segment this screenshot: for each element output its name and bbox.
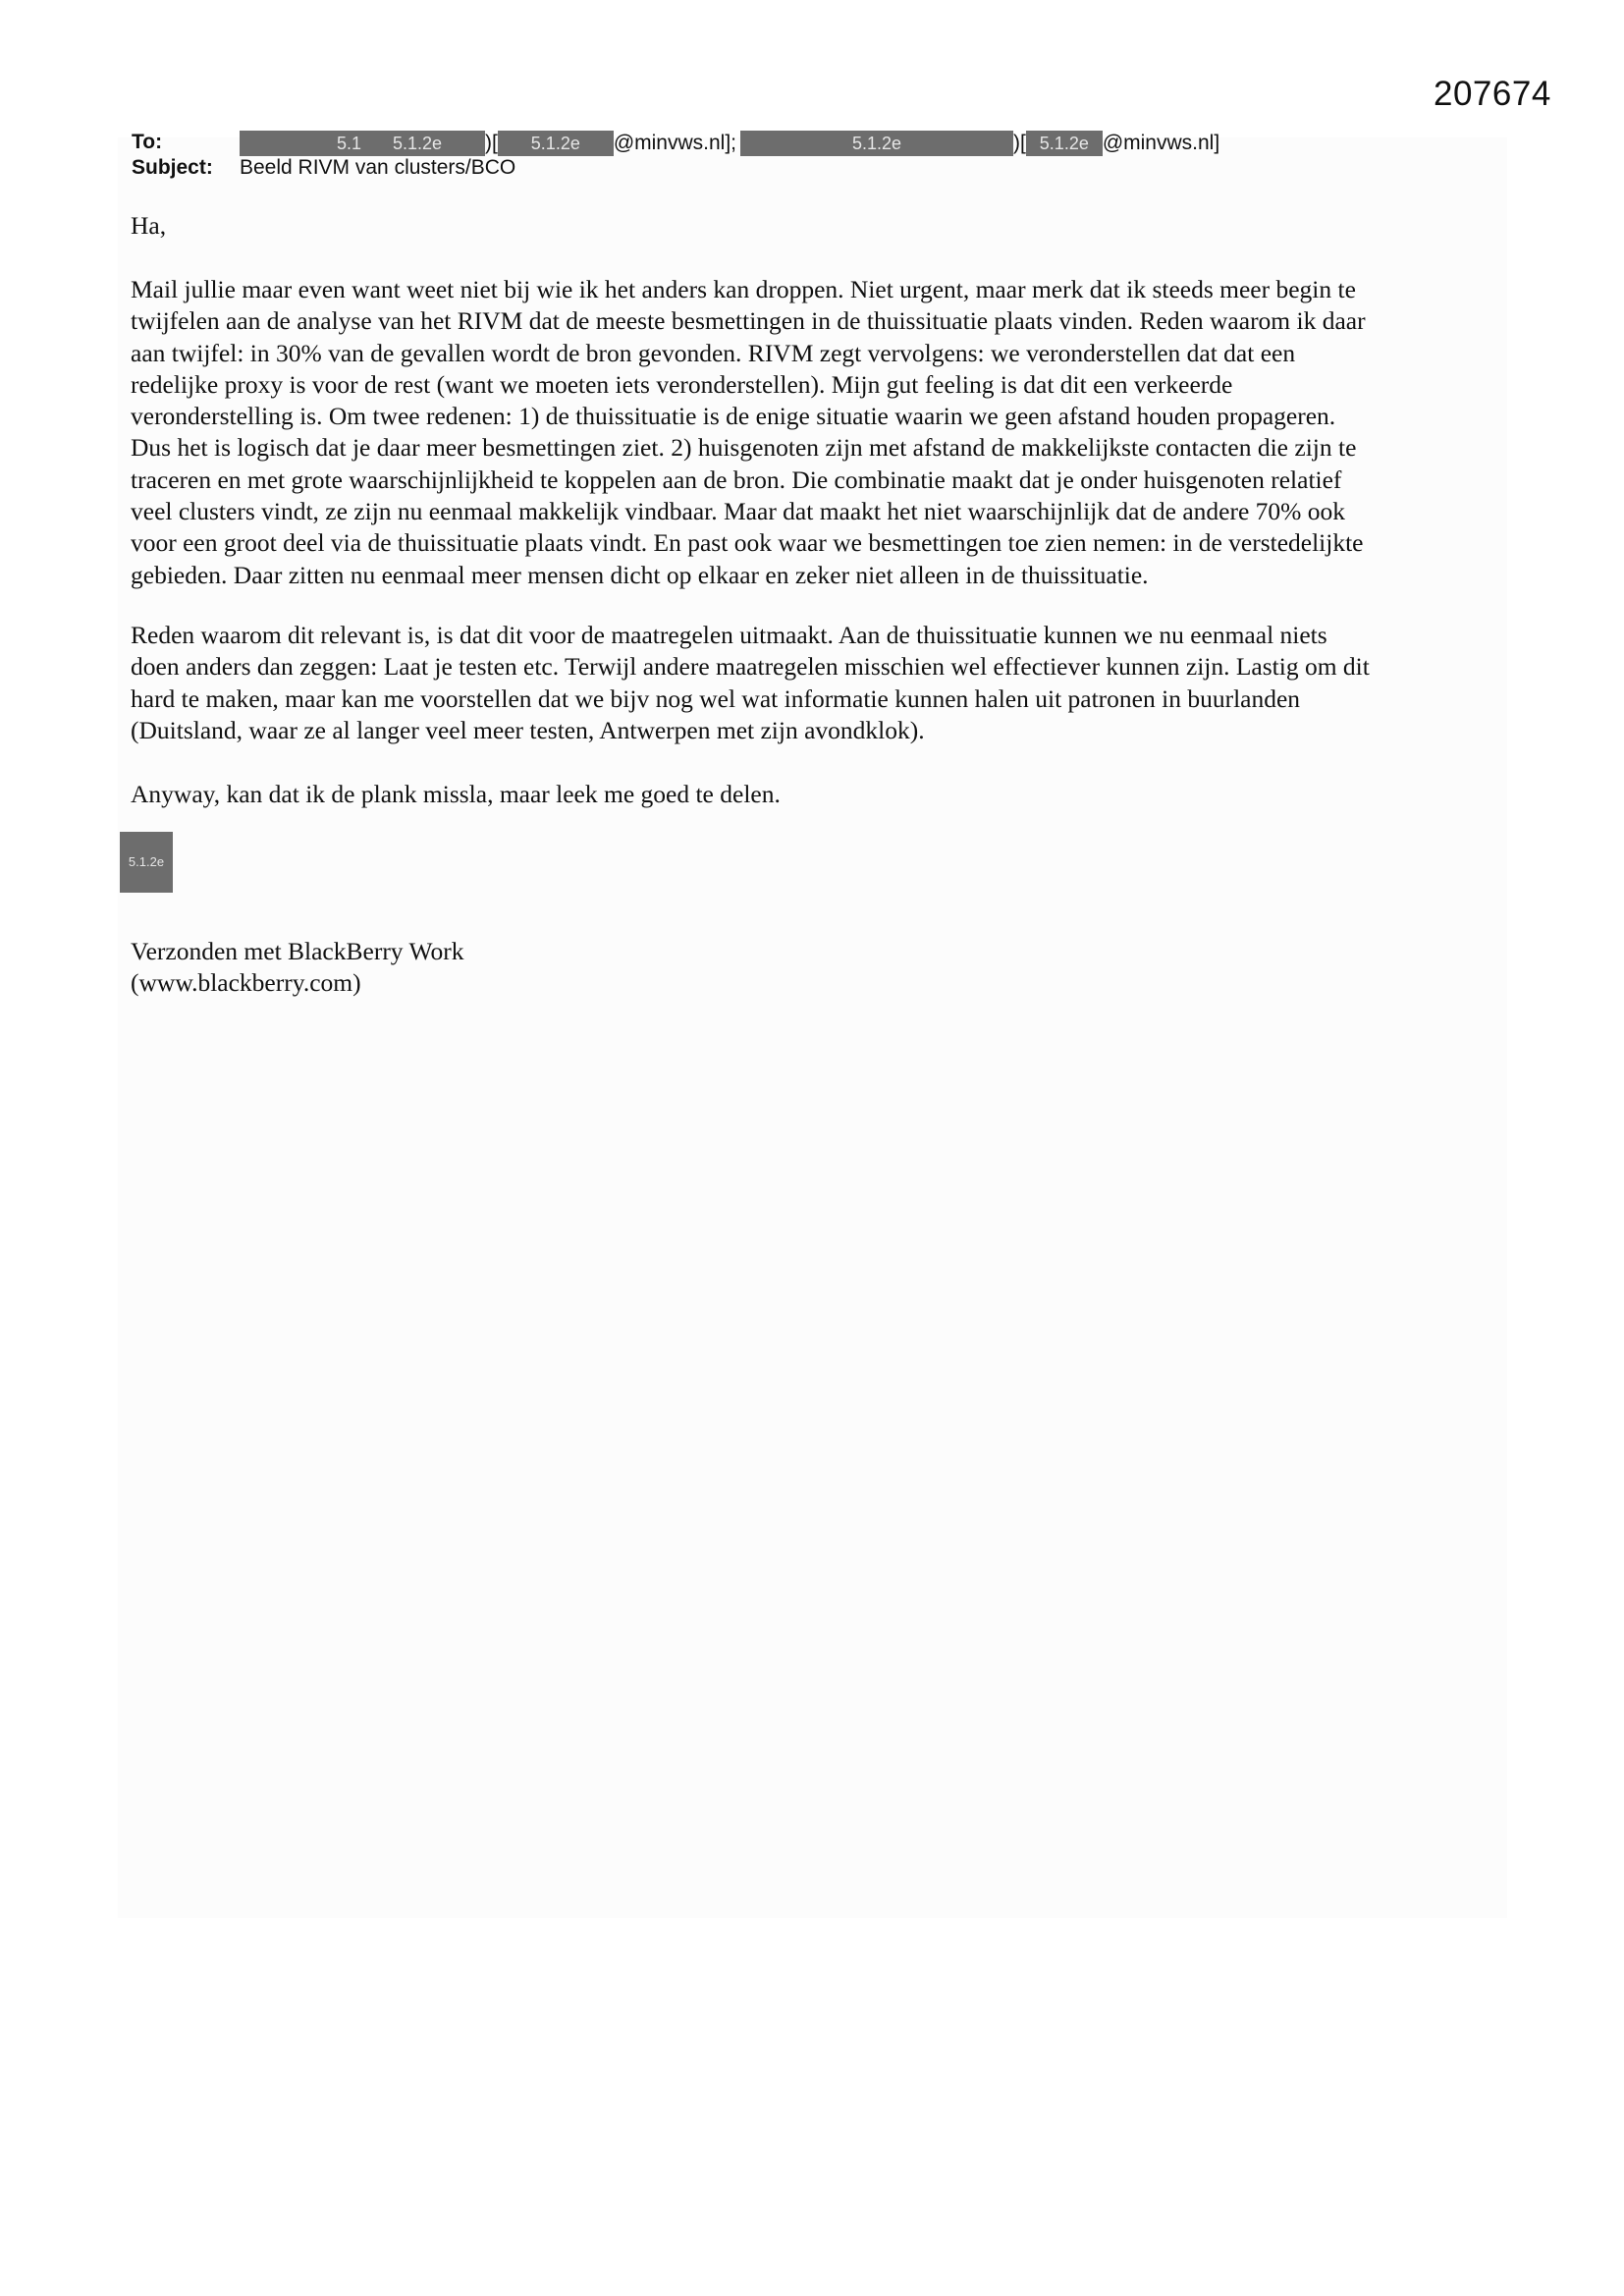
text-line: doen anders dan zeggen: Laat je testen etc. Terwijl andere maatregelen misschien wel effectiever kunnen zijn. Lastig om dit (131, 652, 1370, 682)
text-line: veel clusters vindt, ze zijn nu eenmaal makkelijk vindbaar. Maar dat maakt het niet waarschijnlijk dat de andere 70% ook (131, 497, 1346, 526)
separator: )[ (1013, 132, 1026, 154)
recipients (240, 131, 1219, 156)
to-label: To: (132, 131, 163, 153)
signature (131, 936, 1505, 1000)
signature-link: (www.blackberry.com) (131, 968, 361, 998)
text-line: aan twijfel: in 30% van de gevallen wordt de bron gevonden. RIVM zegt vervolgens: we veronderstellen dat dat een (131, 338, 1296, 367)
text-line: voor een groot deel via de thuissituatie plaats vindt. En past ook waar we besmettingen toe zien nemen: in de verstedelijkte (131, 528, 1364, 558)
recipient-domain: @minvws.nl]; (613, 132, 736, 154)
text-line: veronderstelling is. Om twee redenen: 1) de thuissituatie is de enige situatie waarin we geen afstand houden propageren. (131, 402, 1336, 431)
paragraph-3 (131, 779, 1505, 810)
text-line: Mail jullie maar even want weet niet bij wie ik het anders kan droppen. Niet urgent, maar merk dat ik steeds meer begin te (131, 275, 1356, 303)
redaction-block: 5.1.2e (1026, 131, 1103, 156)
text-line: traceren en met grote waarschijnlijkheid te koppelen aan de bron. Die combinatie maakt dat je onder huisgenoten relatief (131, 465, 1342, 494)
greeting: Ha, (131, 211, 167, 240)
paragraph-2 (131, 620, 1505, 746)
paragraph-1 (131, 274, 1505, 591)
text-line: twijfelen aan de analyse van het RIVM dat de meeste besmettingen in de thuissituatie plaats vinden. Reden waarom ik daar (131, 306, 1366, 336)
text-line: Anyway, kan dat ik de plank missla, maar leek me goed te delen. (131, 780, 781, 808)
redaction-block: 5.1 5.1.2e (240, 131, 485, 156)
redaction-block: 5.1.2e (740, 131, 1013, 156)
text-line: Dus het is logisch dat je daar meer besmettingen ziet. 2) huisgenoten zijn met afstand de makkelijkste contacten die zijn te (131, 433, 1357, 463)
subject-label: Subject: (132, 156, 213, 179)
redaction-block: 5.1.2e (498, 131, 614, 156)
text-line: Reden waarom dit relevant is, is dat dit voor de maatregelen uitmaakt. Aan de thuissituatie kunnen we nu eenmaal niets (131, 621, 1327, 649)
signature-redaction: 5.1.2e (120, 832, 173, 893)
signature-line: Verzonden met BlackBerry Work (131, 937, 464, 965)
subject-value: Beeld RIVM van clusters/BCO (240, 156, 516, 179)
document-number: 207674 (1434, 75, 1551, 113)
recipient-domain: @minvws.nl] (1102, 132, 1220, 154)
text-line: hard te maken, maar kan me voorstellen dat we bijv nog wel wat informatie kunnen halen uit patronen in buurlanden (131, 683, 1301, 713)
text-line: redelijke proxy is voor de rest (want we moeten iets veronderstellen). Mijn gut feeling is dat dit een verkeerde (131, 369, 1233, 399)
text-line: gebieden. Daar zitten nu eenmaal meer mensen dicht op elkaar en zeker niet alleen in de thuissituatie. (131, 560, 1149, 589)
separator: )[ (485, 132, 498, 154)
text-line: (Duitsland, waar ze al langer veel meer testen, Antwerpen met zijn avondklok). (131, 715, 925, 744)
